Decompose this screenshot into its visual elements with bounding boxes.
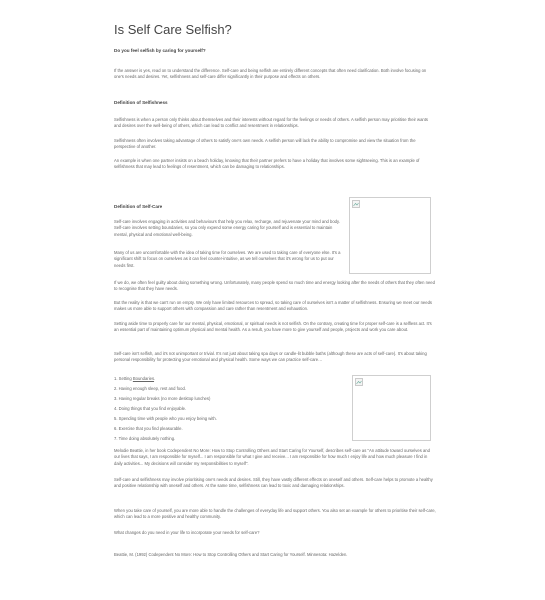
summary-paragraph-1: Self-care and selfishness may involve prioritising one's needs and desires. Still, they have vastly different effects on oneself and others. Self-care helps to promote a healthy and positive relationship with oneself and others. At the same time, selfishness can lead to toxic and damaging relationships. — [114, 477, 433, 489]
list-item: 3. Having regular breaks (no more desktop lunches) — [114, 396, 211, 401]
list-item: 6. Exercise that you find pleasurable. — [114, 426, 183, 431]
article-image-1 — [349, 197, 431, 274]
selfishness-paragraph-2: Selfishness often involves taking advantage of others to satisfy one's own needs. A selfish person will lack the ability to compromise and view the situation from the perspective of another. — [114, 138, 416, 150]
beattie-quote-paragraph: Melodie Beattie, in her book Codependent No More: How to Stop Controlling Others and Start Caring for Yourself, describes self-care as "An attitude toward ourselves and our lives that says, I am responsible for myself... I am responsible for what I give and receive... I am responsible for how much I enjoy life and how much pleasure I find in daily activities... My decisions will consider my responsibilities to myself". — [114, 448, 430, 466]
list-item: 4. Doing things that you find enjoyable. — [114, 406, 187, 411]
selfcare-paragraph-1: Self-care involves engaging in activities and behaviours that help you relax, recharge, and rejuvenate your mind and body. Self-care involves setting boundaries, so you only expend some energy caring for yourself and is essential to maintain mental, physical and emotional well-being. — [114, 219, 340, 237]
broken-image-icon — [352, 200, 360, 208]
broken-image-icon — [355, 378, 363, 386]
reference: Beattie, M. (1992) Codependent No More: How to Stop Controlling Others and Start Caring for Yourself. Minnesota: Hazelden. — [114, 552, 348, 557]
selfcare-paragraph-3: If we do, we often feel guilty about doing something wrong. Unfortunately, many people spend so much time and energy looking after the needs of others that they often need to recognise that they have needs. — [114, 280, 435, 292]
selfishness-paragraph-3: An example is when one partner insists on a beach holiday, knowing that their partner prefers to have a holiday that involves some sightseeing. This is an example of selfishness that may lead to feelings of resentment, which can be damaging to relationships. — [114, 158, 420, 170]
list-item: 7. Time doing absolutely nothing. — [114, 436, 176, 441]
intro-paragraph: If the answer is yes, read on to understand the difference. Self-care and being selfish are entirely different concepts that often need clarification. Both involve focusing on one's needs and desires. Yet, selfishness and self-care differ significantly in their purpose and effects on others. — [114, 68, 427, 80]
list-item: 1. Setting Boundaries. — [114, 376, 156, 381]
selfcare-heading: Definition of Self-Care — [114, 204, 163, 209]
selfcare-paragraph-4: But the reality is that we can't run on empty. We only have limited resources to spread, so taking care of ourselves isn't a matter of selfishness. Ensuring we meet our needs makes us more able to support others with compassion and care rather than resentment and exhaustion. — [114, 300, 432, 312]
selfcare-paragraph-5: Setting aside time to properly care for our mental, physical, emotional, or spiritual needs is not selfish. On the contrary, creating time for proper self-care is a selfless act. It's an essential part of maintaining optimum physical and mental health. As a result, you have more to give yourself and people, projects and work you care about. — [114, 321, 432, 333]
article-image-2 — [352, 375, 431, 441]
list-item: 2. Having enough sleep, rest and food. — [114, 386, 186, 391]
selfcare-paragraph-2: Many of us are uncomfortable with the idea of taking time for ourselves. We are used to taking care of everyone else. It's a significant shift to focus on ourselves as it can feel counter-intuitive, as we tell ourselves that it's wrong for us to put our needs first. — [114, 250, 341, 268]
summary-paragraph-2: When you take care of yourself, you are more able to handle the challenges of everyday life and support others. You also set an example for others to prioritise their self-care, which can lead to a more positive and healthy community. — [114, 508, 436, 520]
list-item: 5. Spending time with people who you enjoy being with. — [114, 416, 217, 421]
selfishness-paragraph-1: Selfishness is when a person only thinks about themselves and their interests without regard for the feelings or needs of others. A selfish person may prioritise their wants and desires over the well-being of others, which can lead to conflict and resentment in relationships. — [114, 117, 428, 129]
boundaries-link[interactable]: Boundaries — [132, 376, 155, 381]
page-title: Is Self Care Selfish? — [114, 22, 232, 37]
selfcare-paragraph-6: Self-care isn't selfish, and it's not unimportant or trivial. It's not just about taking spa days or candle-lit bubble baths (although these are acts of self-care). It's about taking personal responsibility for protecting your emotional and physical health. Some ways we can practice self-care… — [114, 351, 427, 363]
lead-question: Do you feel selfish by caring for yourself? — [114, 48, 206, 53]
closing-question: What changes do you need in your life to incorporate your needs for self-care? — [114, 530, 260, 535]
selfishness-heading: Definition of Selfishness — [114, 100, 168, 105]
